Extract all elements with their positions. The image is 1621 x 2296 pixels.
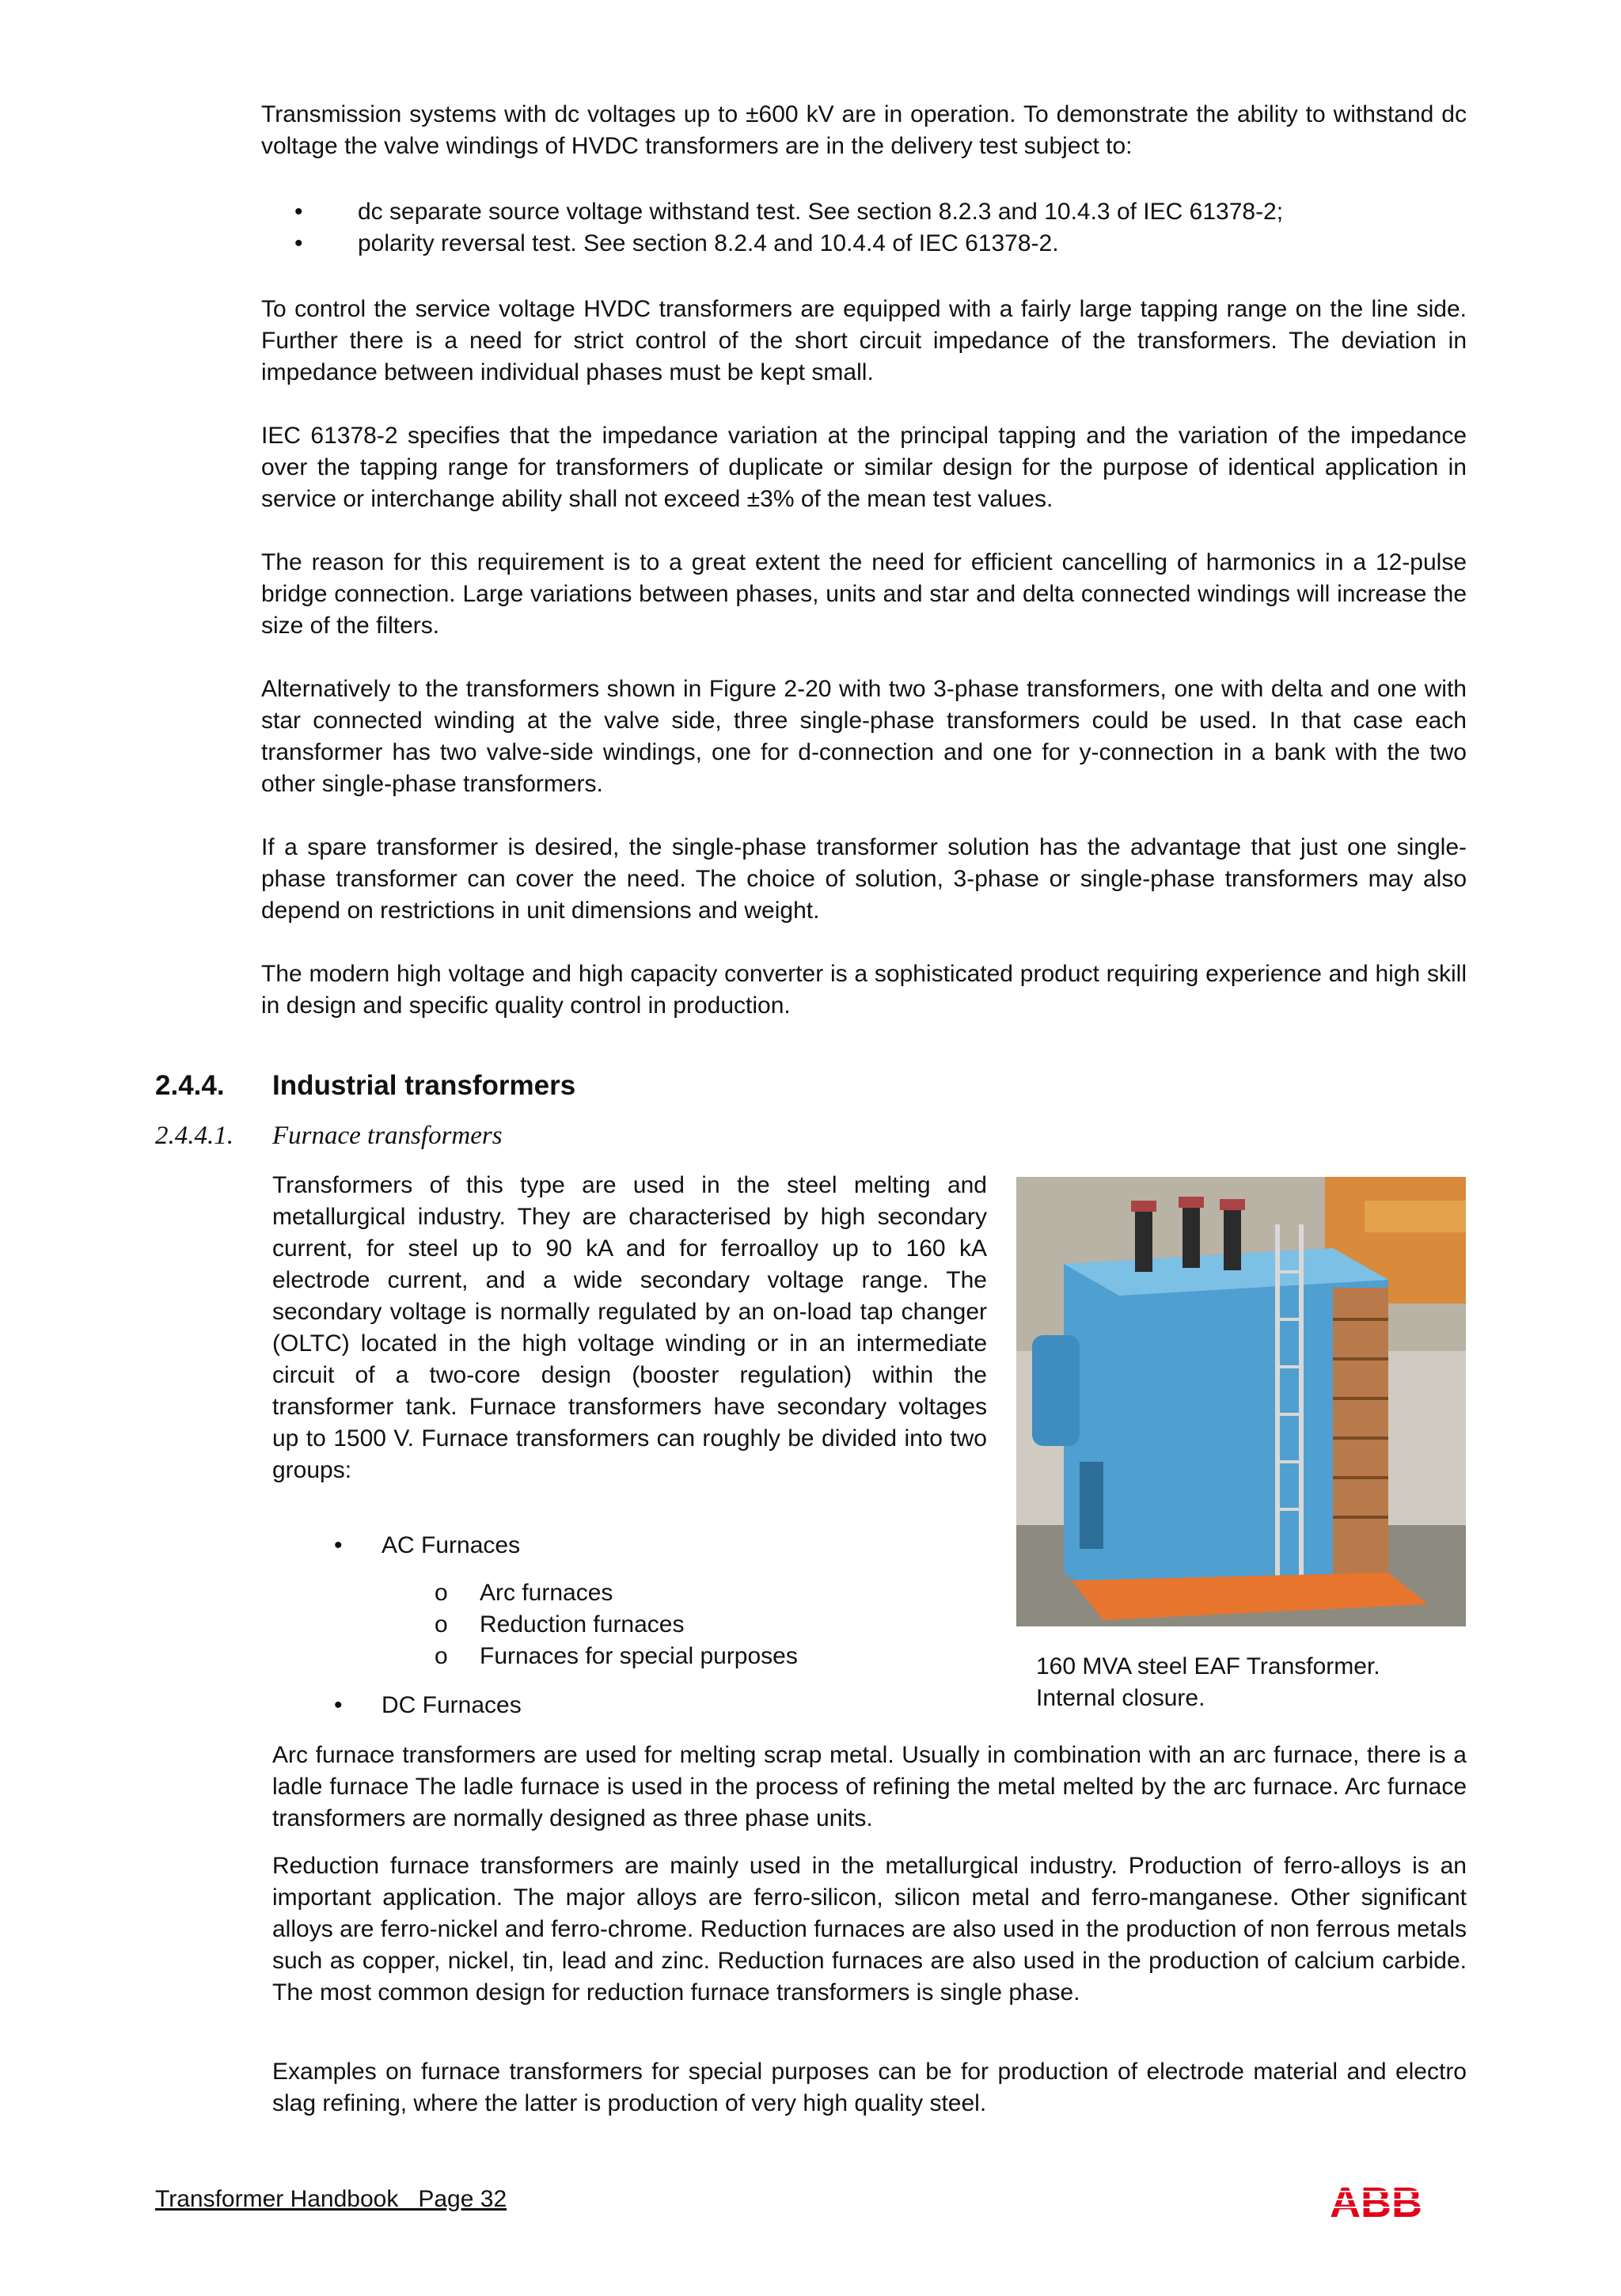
paragraph-reduction-furnace: Reduction furnace transformers are mainly used in the metallurgical industry. Production of ferro-alloys is an important application. The major alloys are ferro-silicon, silicon metal and ferro-manganese. Other significant alloys are ferro-nickel and ferro-chrome. Reduction furnaces are also used in the production of non ferrous metals such as copper, nickel, tin, lead and zinc. Reduction furnaces are also used in the production of calcium carbide. The most common design for reduction furnace transformers is single phase.: [272, 1853, 1467, 2006]
paragraph-spare: If a spare transformer is desired, the single-phase transformer solution has the advantage that just one single-phase transformer can cover the need. The choice of solution, 3-phase or single-phase transformers may also depend on restrictions in unit dimensions and weight.: [261, 834, 1467, 924]
section-heading: [155, 1070, 575, 1102]
paragraph-iec-impedance: IEC 61378-2 specifies that the impedance variation at the principal tapping and the variation of the impedance over the tapping range for transformers of duplicate or similar design for the purpose of identical application in service or interchange ability shall not exceed ±3% of the mean test values.: [261, 423, 1467, 512]
paragraph-special-purpose: Examples on furnace transformers for special purposes can be for production of electrode material and electro slag refining, where the latter is production of very high quality steel.: [272, 2059, 1467, 2116]
paragraph-harmonics: The reason for this requirement is to a great extent the need for efficient cancelling of harmonics in a 12-pulse bridge connection. Large variations between phases, units and star and delta connected windings will increase the size of the filters.: [261, 549, 1467, 639]
bullet-icon: •: [334, 1692, 343, 1718]
abb-logo: [1330, 2180, 1441, 2223]
furnace-group-ac: [272, 1530, 985, 1562]
paragraph-single-phase: Alternatively to the transformers shown in Figure 2-20 with two 3-phase transformers, one with delta and one with star connected winding at the valve side, three single-phase transformers could be used. In that case each transformer has two valve-side windings, one for d-connection and one for y-connection in a bank with the two other single-phase transformers.: [261, 676, 1467, 797]
bullet-icon: •: [294, 230, 303, 256]
list-item: • AC Furnaces: [272, 1530, 985, 1562]
subsection-number: 2.4.4.1.: [155, 1121, 233, 1150]
transformer-photo: [1016, 1177, 1466, 1626]
test-list: [261, 196, 1467, 260]
paragraph-arc-furnace: Arc furnace transformers are used for melting scrap metal. Usually in combination with an arc furnace, there is a ladle furnace The ladle furnace is used in the process of refining the metal melted by the arc furnace. Arc furnace transformers are normally designed as three phase units.: [272, 1742, 1467, 1831]
subsection-heading: [155, 1121, 503, 1151]
section-number: 2.4.4.: [155, 1070, 225, 1101]
list-item: • polarity reversal test. See section 8.2.4 and 10.4.4 of IEC 61378-2.: [261, 228, 1467, 260]
paragraph-dc-voltage: Transmission systems with dc voltages up to ±600 kV are in operation. To demonstrate the ability to withstand dc voltage the valve windings of HVDC transformers are in the delivery test subject to:: [261, 101, 1467, 159]
paragraph-furnace-intro: Transformers of this type are used in the steel melting and metallurgical industry. They are characterised by high secondary current, for steel up to 90 kA and for ferroalloy up to 160 kA electrode current, and a wide secondary voltage range. The secondary voltage is normally regulated by an on-load tap changer (OLTC) located in the high voltage winding or in an intermediate circuit of a two-core design (booster regulation) within the transformer tank. Furnace transformers have secondary voltages up to 1500 V. Furnace transformers can roughly be divided into two groups:: [272, 1172, 987, 1483]
furnace-ac-types: [272, 1577, 985, 1672]
list-item: o Reduction furnaces: [272, 1609, 985, 1641]
paragraph-tapping-range: To control the service voltage HVDC transformers are equipped with a fairly large tapping range on the line side. Further there is a need for strict control of the short circuit impedance of the transformers. The deviation in impedance between individual phases must be kept small.: [261, 296, 1467, 385]
photo-caption: 160 MVA steel EAF Transformer. Internal closure.: [1036, 1653, 1380, 1711]
furnace-group-dc: [272, 1690, 985, 1721]
section-title: Industrial transformers: [272, 1070, 576, 1101]
bullet-icon: •: [294, 199, 303, 225]
footer-page-label: Transformer Handbook Page 32: [155, 2186, 507, 2212]
paragraph-converter: The modern high voltage and high capacity converter is a sophisticated product requiring experience and high skill in design and specific quality control in production.: [261, 961, 1467, 1019]
list-item: • dc separate source voltage withstand test. See section 8.2.3 and 10.4.3 of IEC 61378-2;: [261, 196, 1467, 228]
circle-bullet-icon: o: [435, 1643, 448, 1669]
subsection-title: Furnace transformers: [272, 1121, 503, 1150]
bullet-icon: •: [334, 1532, 343, 1558]
circle-bullet-icon: o: [435, 1580, 448, 1606]
list-item: • DC Furnaces: [272, 1690, 985, 1721]
svg-text:ABB: ABB: [1330, 2180, 1422, 2223]
list-item: o Furnaces for special purposes: [272, 1641, 985, 1672]
circle-bullet-icon: o: [435, 1611, 448, 1638]
list-item: o Arc furnaces: [272, 1577, 985, 1609]
